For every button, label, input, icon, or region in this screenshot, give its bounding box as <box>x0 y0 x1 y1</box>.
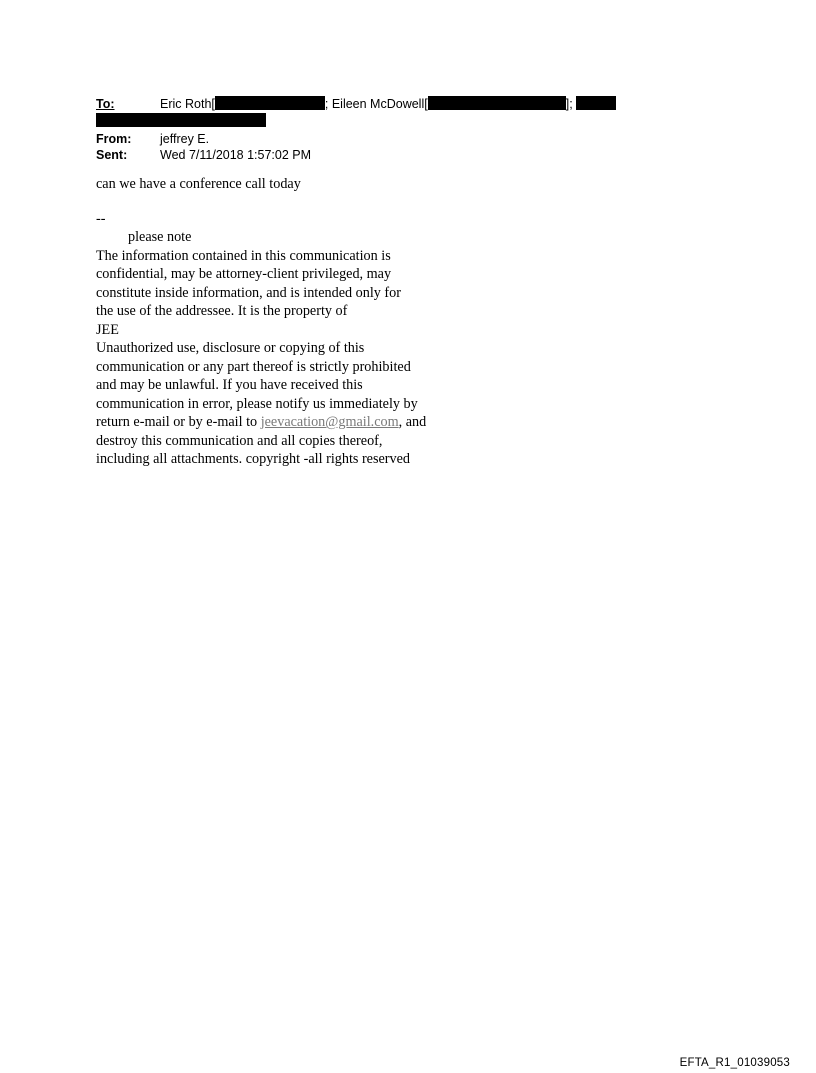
disclaimer-line: communication in error, please notify us immediately by <box>96 395 418 412</box>
disclaimer-line: JEE <box>96 321 119 338</box>
return-prefix: return e-mail or by e-mail to <box>96 414 261 430</box>
disclaimer-line: communication or any part thereof is strictly prohibited <box>96 358 411 375</box>
redaction-bar <box>576 96 616 110</box>
disclaimer-line: Unauthorized use, disclosure or copying of this <box>96 340 365 356</box>
disclaimer-line: The information contained in this communication is <box>96 247 391 264</box>
to-value <box>160 96 616 112</box>
redaction-bar <box>96 113 266 127</box>
disclaimer-line: destroy this communication and all copies thereof, <box>96 432 383 449</box>
to-separator-2: ]; <box>565 97 577 111</box>
disclaimer-line: constitute inside information, and is intended only for <box>96 284 401 301</box>
redaction-bar <box>215 96 325 110</box>
disclaimer-line: and may be unlawful. If you have received this <box>96 377 363 393</box>
to-row-continuation <box>96 112 656 128</box>
email-link[interactable]: jeevacation@gmail.com <box>260 414 399 430</box>
email-header <box>96 96 656 163</box>
sent-row <box>96 147 656 163</box>
to-label: To: <box>96 97 115 111</box>
disclaimer-line: confidential, may be attorney-client privileged, may <box>96 266 392 282</box>
to-recipient-1: Eric Roth[ <box>160 97 215 111</box>
to-separator-1: ; Eileen McDowell[ <box>324 97 428 111</box>
redaction-bar <box>428 96 566 110</box>
from-value: jeffrey E. <box>160 132 210 146</box>
sent-label: Sent: <box>96 148 128 162</box>
please-note: please note <box>128 229 192 245</box>
disclaimer-line: the use of the addressee. It is the property of <box>96 303 348 319</box>
spacer <box>96 194 516 210</box>
email-body <box>96 175 516 469</box>
from-label: From: <box>96 132 132 146</box>
message-text: can we have a conference call today <box>96 176 301 192</box>
disclaimer-line: including all attachments. copyright -all rights reserved <box>96 451 411 467</box>
document-id: EFTA_R1_01039053 <box>679 1057 790 1069</box>
to-row <box>96 96 656 112</box>
sent-value: Wed 7/11/2018 1:57:02 PM <box>160 148 312 162</box>
disclaimer-email-line <box>96 413 516 432</box>
signature-dashes: -- <box>96 210 106 227</box>
return-suffix: , and <box>398 414 427 430</box>
from-row <box>96 131 656 147</box>
